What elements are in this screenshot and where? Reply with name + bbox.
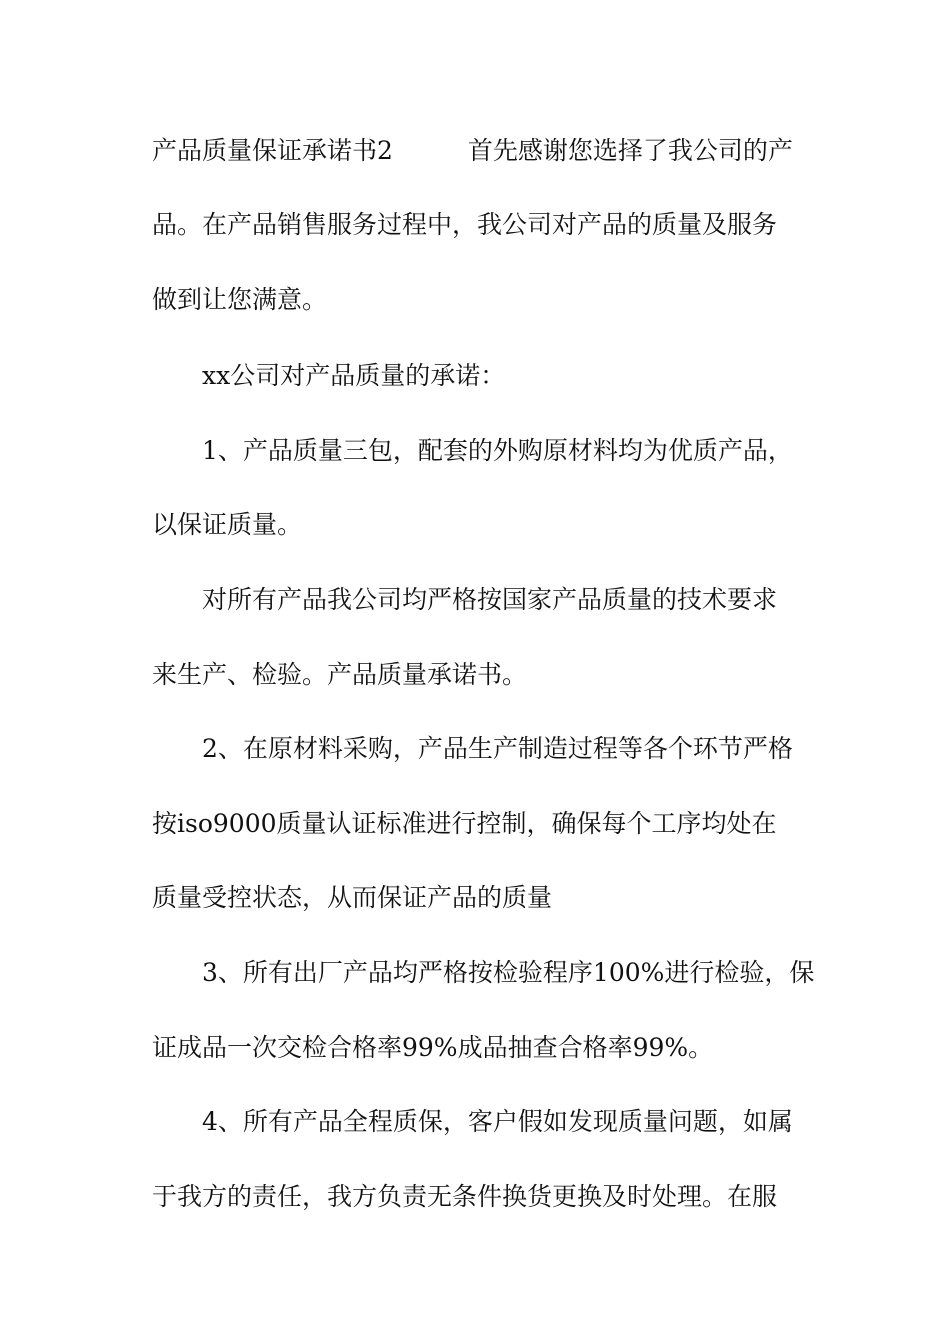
text-line: 做到让您满意。 [152,285,328,314]
text-line: 产品质量保证承诺书2 首先感谢您选择了我公司的产 [152,136,793,165]
text-line: 证成品一次交检合格率99%成品抽查合格率99%。 [152,1033,714,1062]
text-line: 品。在产品销售服务过程中，我公司对产品的质量及服务 [152,210,778,239]
text-line: 3、所有出厂产品均严格按检验程序100%进行检验，保 [202,958,815,987]
paragraph-heading: xx公司对产品质量的承诺： [202,361,506,390]
text-line: 2、在原材料采购，产品生产制造过程等各个环节严格 [202,734,793,763]
text-line: 4、所有产品全程质保，客户假如发现质量问题，如属 [202,1107,793,1136]
text-line: 1、产品质量三包，配套的外购原材料均为优质产品， [202,436,793,465]
text-line: 质量受控状态，从而保证产品的质量 [152,883,553,912]
text-line: 对所有产品我公司均严格按国家产品质量的技术要求 [202,585,778,614]
text-line: 以保证质量。 [152,510,303,539]
text-line: 按iso9000质量认证标准进行控制，确保每个工序均处在 [152,809,777,838]
text-line: 于我方的责任，我方负责无条件换货更换及时处理。在服 [152,1182,778,1211]
text-line: 来生产、检验。产品质量承诺书。 [152,660,528,689]
